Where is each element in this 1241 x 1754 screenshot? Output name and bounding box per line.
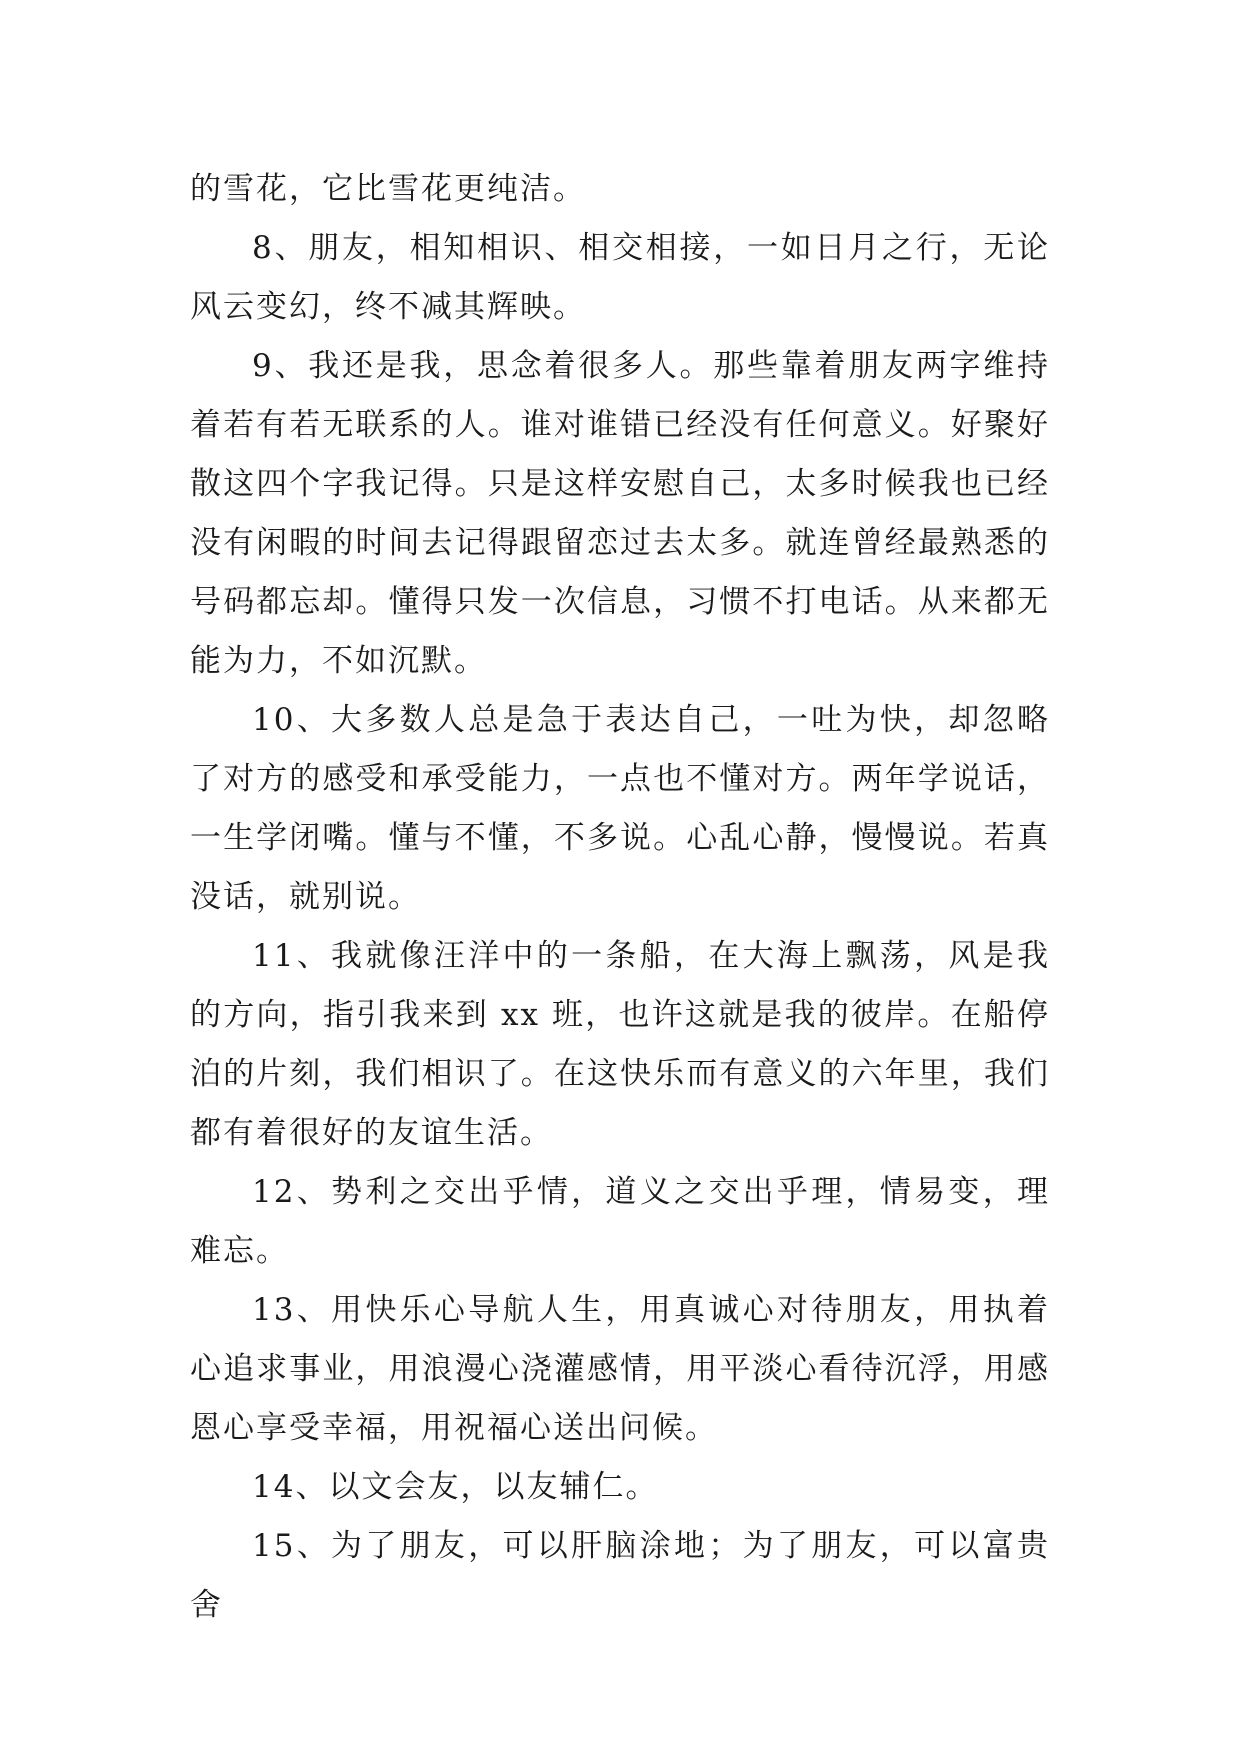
paragraph-15: 15、为了朋友，可以肝脑涂地；为了朋友，可以富贵舍 (190, 1528, 1050, 1623)
paragraph-8: 8、朋友，相知相识、相交相接，一如日月之行，无论风云变幻，终不减其辉映。 (190, 230, 1050, 325)
paragraph-13: 13、用快乐心导航人生，用真诚心对待朋友，用执着心追求事业，用浪漫心浇灌感情，用平淡心看待沉浮，用感恩心享受幸福，用祝福心送出问候。 (190, 1292, 1050, 1446)
paragraph-9: 9、我还是我，思念着很多人。那些靠着朋友两字维持着若有若无联系的人。谁对谁错已经没有任何意义。好聚好散这四个字我记得。只是这样安慰自己，太多时候我也已经没有闲暇的时间去记得跟留恋过去太多。就连曾经最熟悉的号码都忘却。懂得只发一次信息，习惯不打电话。从来都无能为力，不如沉默。 (190, 348, 1050, 679)
paragraph-10: 10、大多数人总是急于表达自己，一吐为快，却忽略了对方的感受和承受能力，一点也不懂对方。两年学说话，一生学闭嘴。懂与不懂，不多说。心乱心静，慢慢说。若真没话，就别说。 (190, 702, 1050, 915)
document-body (190, 160, 1050, 1635)
paragraph-14: 14、以文会友，以友辅仁。 (252, 1469, 659, 1505)
paragraph-12: 12、势利之交出乎情，道义之交出乎理，情易变，理难忘。 (190, 1174, 1050, 1269)
paragraph-11: 11、我就像汪洋中的一条船，在大海上飘荡，风是我的方向，指引我来到 xx 班，也许这就是我的彼岸。在船停泊的片刻，我们相识了。在这快乐而有意义的六年里，我们都有着很好的友谊生活。 (190, 938, 1050, 1151)
paragraph-7-continuation: 的雪花，它比雪花更纯洁。 (190, 171, 586, 207)
